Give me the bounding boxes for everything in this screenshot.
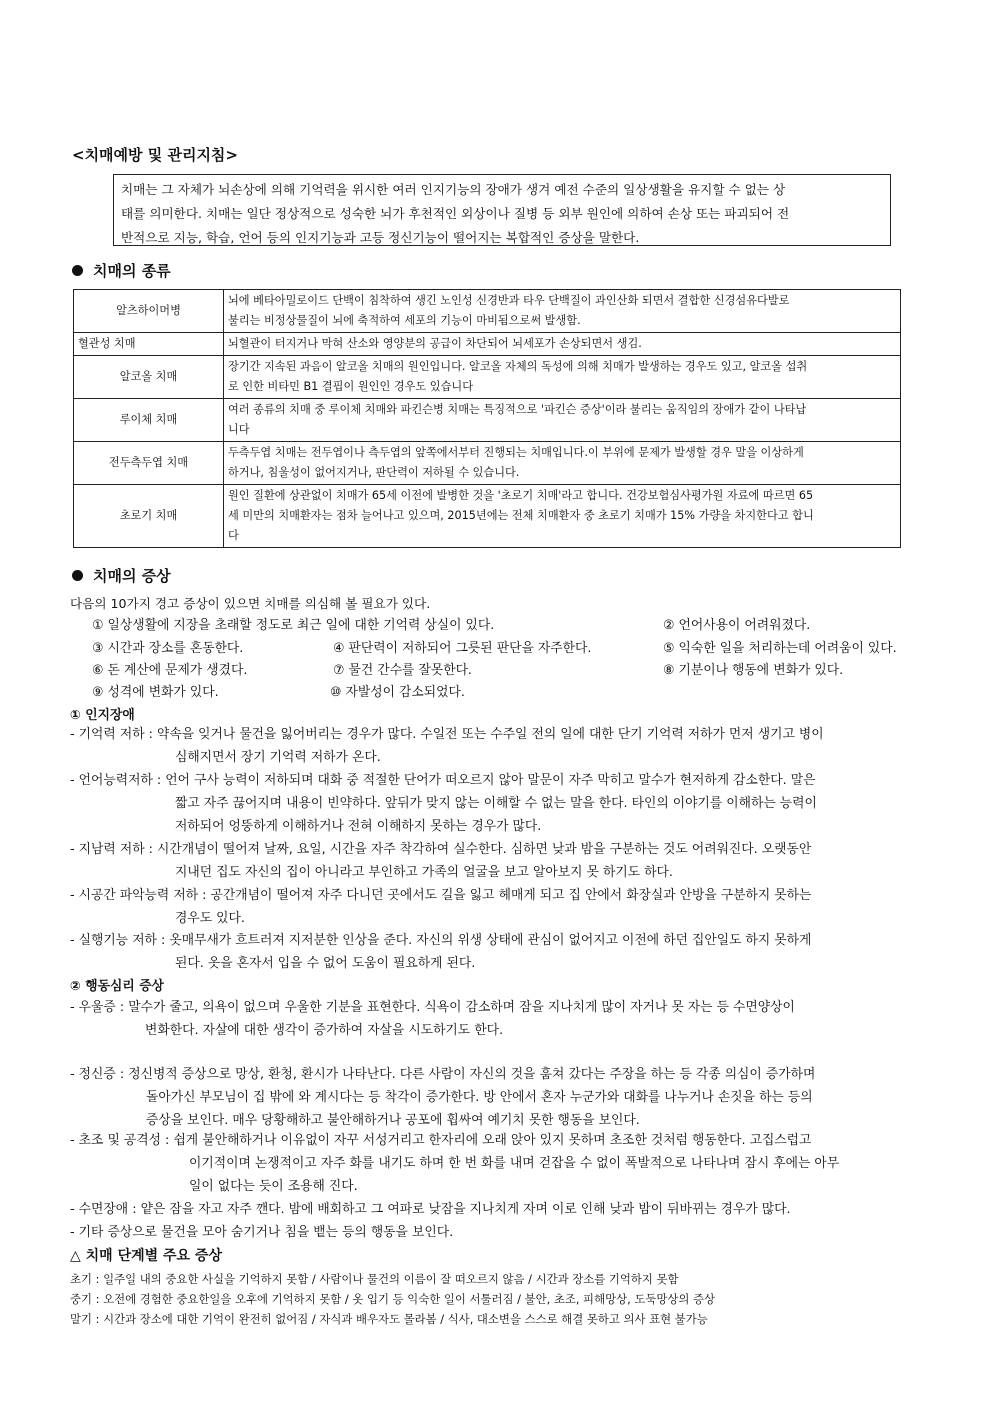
symptoms-heading [72,565,171,586]
item-line: 저하되어 엉뚱하게 이해하거나 전혀 이해하지 못하는 경우가 많다. [175,819,542,834]
item-line: - 언어능력저하 : 언어 구사 능력이 저하되며 대화 중 적절한 단어가 떠오르지 않아 말문이 자주 막히고 말수가 현저하게 감소한다. 말은 [70,773,816,788]
type-description-line: 뇌혈관이 터지거나 막혀 산소와 영양분의 공급이 차단되어 뇌세포가 손상되면서 생김. [228,337,642,350]
list-item [70,884,811,930]
type-name: 전두측두엽 치매 [74,442,224,485]
item-line: - 기억력 저하 : 약속을 잊거나 물건을 잃어버리는 경우가 많다. 수일전 또는 수주일 전의 일에 대한 단기 기억력 저하가 먼저 생기고 병이 [70,727,824,742]
type-description-line: 로 인한 비타민 B1 결핍이 원인인 경우도 있습니다 [228,380,474,393]
item-line: 지내던 집도 자신의 집이 아니라고 부인하고 가족의 얼굴을 보고 알아보지 못 하기도 하다. [175,865,673,880]
table-row [74,485,901,548]
type-name: 알코올 치매 [74,356,224,399]
type-name: 알츠하이머병 [74,290,224,333]
list-item [70,1198,791,1221]
list-item [70,838,811,884]
table-row [74,442,901,485]
table-row [74,333,901,356]
warning-item: ② 언어사용이 어려워졌다. [663,618,811,633]
symptoms-intro: 다음의 10가지 경고 증상이 있으면 치매를 의심해 볼 필요가 있다. [70,596,431,611]
intro-line: 치매는 그 자체가 뇌손상에 의해 기억력을 위시한 여러 인지기능의 장애가 생겨 예전 수준의 일상생활을 유지할 수 없는 상 [121,182,786,197]
item-line: 변화한다. 자살에 대한 생각이 증가하여 자살을 시도하기도 한다. [145,1023,504,1038]
stage-line: 중기 : 오전에 경험한 중요한일을 오후에 기억하지 못함 / 옷 입기 등 익숙한 일이 서툴러짐 / 불안, 초조, 피해망상, 도둑망상의 증상 [70,1292,715,1306]
table-row [74,356,901,399]
intro-line: 태를 의미한다. 치매는 일단 정상적으로 성숙한 뇌가 후천적인 외상이나 질병 등 외부 원인에 의하여 손상 또는 파괴되어 전 [121,206,790,221]
type-description-line: 뇌에 베타아밀로이드 단백이 침착하여 생긴 노인성 신경반과 타우 단백질이 과인산화 되면서 결합한 신경섬유다발로 [228,294,790,307]
type-name: 루이체 치매 [74,399,224,442]
item-line: 된다. 옷을 혼자서 입을 수 없어 도움이 필요하게 된다. [175,956,476,971]
warning-item: ① 일상생활에 지장을 초래할 정도로 최근 일에 대한 기억력 상실이 있다. [92,618,495,633]
table-row [74,290,901,333]
list-item [70,1063,815,1132]
type-description-line: 여러 종류의 치매 중 루이체 치매와 파킨슨병 치매는 특징적으로 '파킨슨 증상'이라 불리는 움직임의 장애가 같이 나타납 [228,403,807,416]
table-row [74,399,901,442]
symptoms-heading-label: 치매의 증상 [93,567,171,585]
list-item [70,996,795,1042]
item-line: 돌아가신 부모님이 집 밖에 와 계시다는 등 착각이 증가한다. 방 안에서 혼자 누군가와 대화를 나누거나 손짓을 하는 등의 [146,1090,813,1105]
warning-item: ⑦ 물건 간수를 잘못한다. [333,663,472,678]
type-description-line: 세 미만의 치매환자는 점차 늘어나고 있으며, 2015년에는 전체 치매환자 중 초로기 치매가 15% 가량을 차지한다고 합니 [228,509,814,522]
list-item [70,1221,453,1244]
stage-line: 말기 : 시간과 장소에 대한 기억이 완전히 없어짐 / 자식과 배우자도 몰라봄 / 식사, 대소변을 스스로 해결 못하고 의사 표현 불가능 [70,1312,708,1326]
type-description [224,356,901,399]
stages-heading: △ 치매 단계별 주요 증상 [70,1248,222,1264]
stage-line: 초기 : 일주일 내의 중요한 사실을 기억하지 못함 / 사람이나 물건의 이름이 잘 떠오르지 않음 / 시간과 장소를 기억하지 못함 [70,1272,679,1286]
warning-item: ④ 판단력이 저하되어 그릇된 판단을 자주한다. [333,641,592,656]
item-line: 이기적이며 논쟁적이고 자주 화를 내기도 하며 한 번 화를 내며 걷잡을 수 없이 폭발적으로 나타나며 잠시 후에는 아무 [189,1156,840,1171]
type-description-line: 장기간 지속된 과음이 알코올 치매의 원인입니다. 알코올 자체의 독성에 의해 치매가 발생하는 경우도 있고, 알코올 섭취 [228,360,808,373]
warning-item: ③ 시간과 장소를 혼동한다. [92,641,244,656]
type-description [224,485,901,548]
type-description-line: 니다 [228,423,250,436]
warning-item: ⑧ 기분이나 행동에 변화가 있다. [663,663,844,678]
types-heading [72,260,171,281]
type-name: 초로기 치매 [74,485,224,548]
warning-item: ⑩ 자발성이 감소되었다. [330,685,465,700]
list-item [70,769,817,838]
type-name: 혈관성 치매 [74,333,224,356]
bullet-dot-icon [72,265,83,276]
warning-item: ⑨ 성격에 변화가 있다. [92,685,219,700]
type-description-line: 불리는 비정상물질이 뇌에 축적하여 세포의 기능이 마비됨으로써 발생함. [228,314,581,327]
item-line: - 실행기능 저하 : 옷매무새가 흐트러져 지저분한 인상을 준다. 자신의 위생 상태에 관심이 없어지고 이전에 하던 집안일도 하지 못하게 [70,933,812,948]
type-description-line: 다 [228,529,239,542]
list-item [70,929,811,975]
behavior-heading: ② 행동심리 증상 [70,979,164,994]
type-description-line: 두측두엽 치매는 전두엽이나 측두엽의 앞쪽에서부터 진행되는 치매입니다.이 부위에 문제가 발생할 경우 말을 이상하게 [228,446,804,459]
item-line: - 기타 증상으로 물건을 모아 숨기거나 침을 뱉는 등의 행동을 보인다. [70,1225,454,1240]
types-heading-label: 치매의 종류 [93,262,171,280]
intro-line: 반적으로 지능, 학습, 언어 등의 인지기능과 고등 정신기능이 떨어지는 복합적인 증상을 말한다. [121,230,640,245]
intro-box [113,174,891,246]
type-description [224,399,901,442]
type-description [224,333,901,356]
item-line: - 지남력 저하 : 시간개념이 떨어져 날짜, 요일, 시간을 자주 착각하여 실수한다. 심하면 낮과 밤을 구분하는 것도 어려워진다. 오랫동안 [70,842,812,857]
item-line: - 시공간 파악능력 저하 : 공간개념이 떨어져 자주 다니던 곳에서도 길을 잃고 헤매게 되고 집 안에서 화장실과 안방을 구분하지 못하는 [70,888,812,903]
warning-item: ⑥ 돈 계산에 문제가 생겼다. [92,663,248,678]
dementia-types-table [73,289,901,548]
warning-item: ⑤ 익숙한 일을 처리하는데 어려움이 있다. [663,641,897,656]
list-item [70,723,824,769]
type-description [224,442,901,485]
item-line: - 우울증 : 말수가 줄고, 의욕이 없으며 우울한 기분을 표현한다. 식욕이 감소하며 잠을 지나치게 많이 자거나 못 자는 등 수면양상이 [70,1000,795,1015]
document-title: <치매예방 및 관리지침> [72,146,238,164]
item-line: 짧고 자주 끊어지며 내용이 빈약하다. 앞뒤가 맞지 않는 이해할 수 없는 말을 한다. 타인의 이야기를 이해하는 능력이 [175,796,817,811]
type-description [224,290,901,333]
bullet-dot-icon [72,570,83,581]
item-line: 일이 없다는 듯이 조용해 진다. [189,1179,358,1194]
list-item [70,1129,839,1198]
item-line: - 정신증 : 정신병적 증상으로 망상, 환청, 환시가 나타난다. 다른 사람이 자신의 것을 훔쳐 갔다는 주장을 하는 등 각종 의심이 증가하며 [70,1067,816,1082]
item-line: 경우도 있다. [175,911,245,926]
item-line: 증상을 보인다. 매우 당황해하고 불안해하거나 공포에 휩싸여 예기치 못한 행동을 보인다. [146,1113,640,1128]
type-description-line: 하거나, 침울성이 없어지거나, 판단력이 저하될 수 있습니다. [228,466,520,479]
item-line: - 초조 및 공격성 : 쉽게 불안해하거나 이유없이 자꾸 서성거리고 한자리에 오래 앉아 있지 못하며 초조한 것처럼 행동한다. 고집스럽고 [70,1133,812,1148]
type-description-line: 원인 질환에 상관없이 치매가 65세 이전에 발병한 것을 '초로기 치매'라고 합니다. 건강보험심사평가원 자료에 따르면 65 [228,489,814,502]
cognitive-heading: ① 인지장애 [70,708,135,723]
item-line: - 수면장애 : 얕은 잠을 자고 자주 깬다. 밤에 배회하고 그 여파로 낮잠을 지나치게 자며 이로 인해 낮과 밤이 뒤바뀌는 경우가 많다. [70,1202,791,1217]
item-line: 심해지면서 장기 기억력 저하가 온다. [175,750,381,765]
